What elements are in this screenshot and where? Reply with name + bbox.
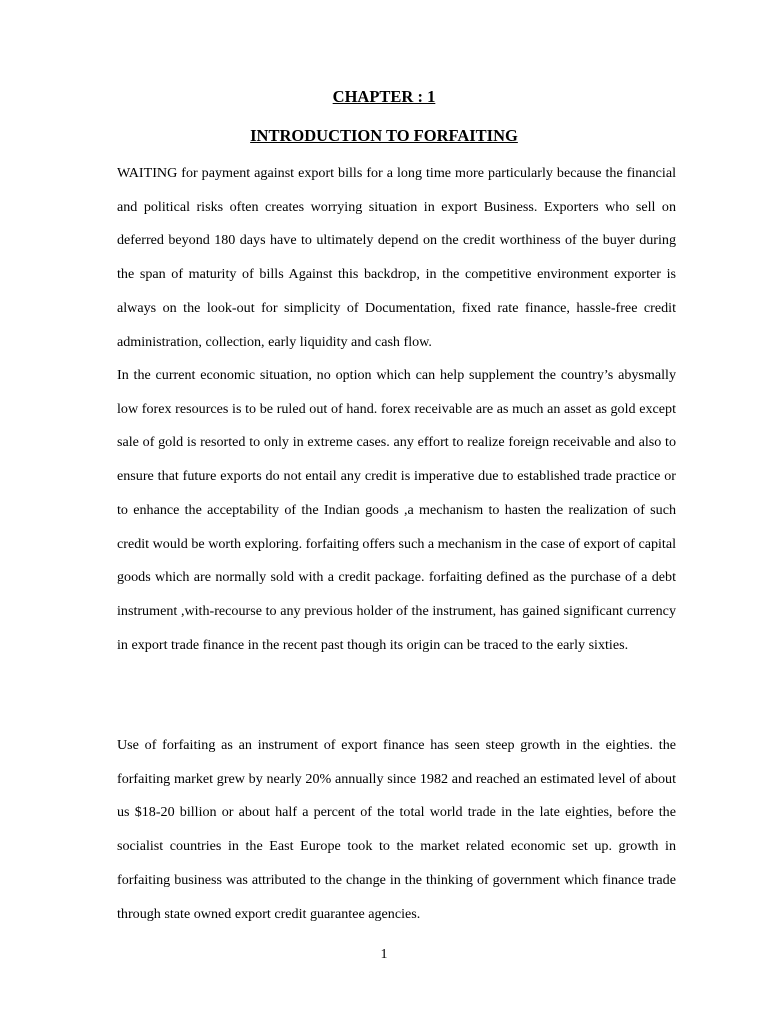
chapter-heading: CHAPTER : 1 — [332, 87, 436, 106]
chapter-title: INTRODUCTION TO FORFAITING — [250, 126, 518, 145]
paragraph-3: Use of forfaiting as an instrument of export finance has seen steep growth in the eighties. the forfaiting market grew by nearly 20% annually since 1982 and reached an estimated level of about us $18-20 billion or about half a percent of the total world trade in the late eighties, before the socialist countries in the East Europe took to the market related economic set up. growth in forfaiting business was attributed to the change in the thinking of government which finance trade through state owned export credit guarantee agencies. — [117, 737, 676, 922]
paragraph-2: In the current economic situation, no option which can help supplement the country’s abysmally low forex resources is to be ruled out of hand. forex receivable are as much an asset as gold except sale of gold is resorted to only in extreme cases. any effort to realize foreign receivable and also to ensure that future exports do not entail any credit is imperative due to established trade practice or to enhance the acceptability of the Indian goods ,a mechanism to hasten the realization of such credit would be worth exploring. forfaiting offers such a mechanism in the case of export of capital goods which are normally sold with a credit package. forfaiting defined as the purchase of a debt instrument ,with-recourse to any previous holder of the instrument, has gained significant currency in export trade finance in the recent past though its origin can be traced to the early sixties. — [117, 367, 677, 653]
paragraph-1: WAITING for payment against export bills for a long time more particularly because the financial and political risks often creates worrying situation in export Business. Exporters who sell on deferred beyond 180 days have to ultimately depend on the credit worthiness of the buyer during the span of maturity of bills Against this backdrop, in the competitive environment exporter is always on the look-out for simplicity of Documentation, fixed rate finance, hassle-free credit administration, collection, early liquidity and cash flow. — [117, 165, 676, 350]
page-number: 1 — [380, 947, 388, 962]
